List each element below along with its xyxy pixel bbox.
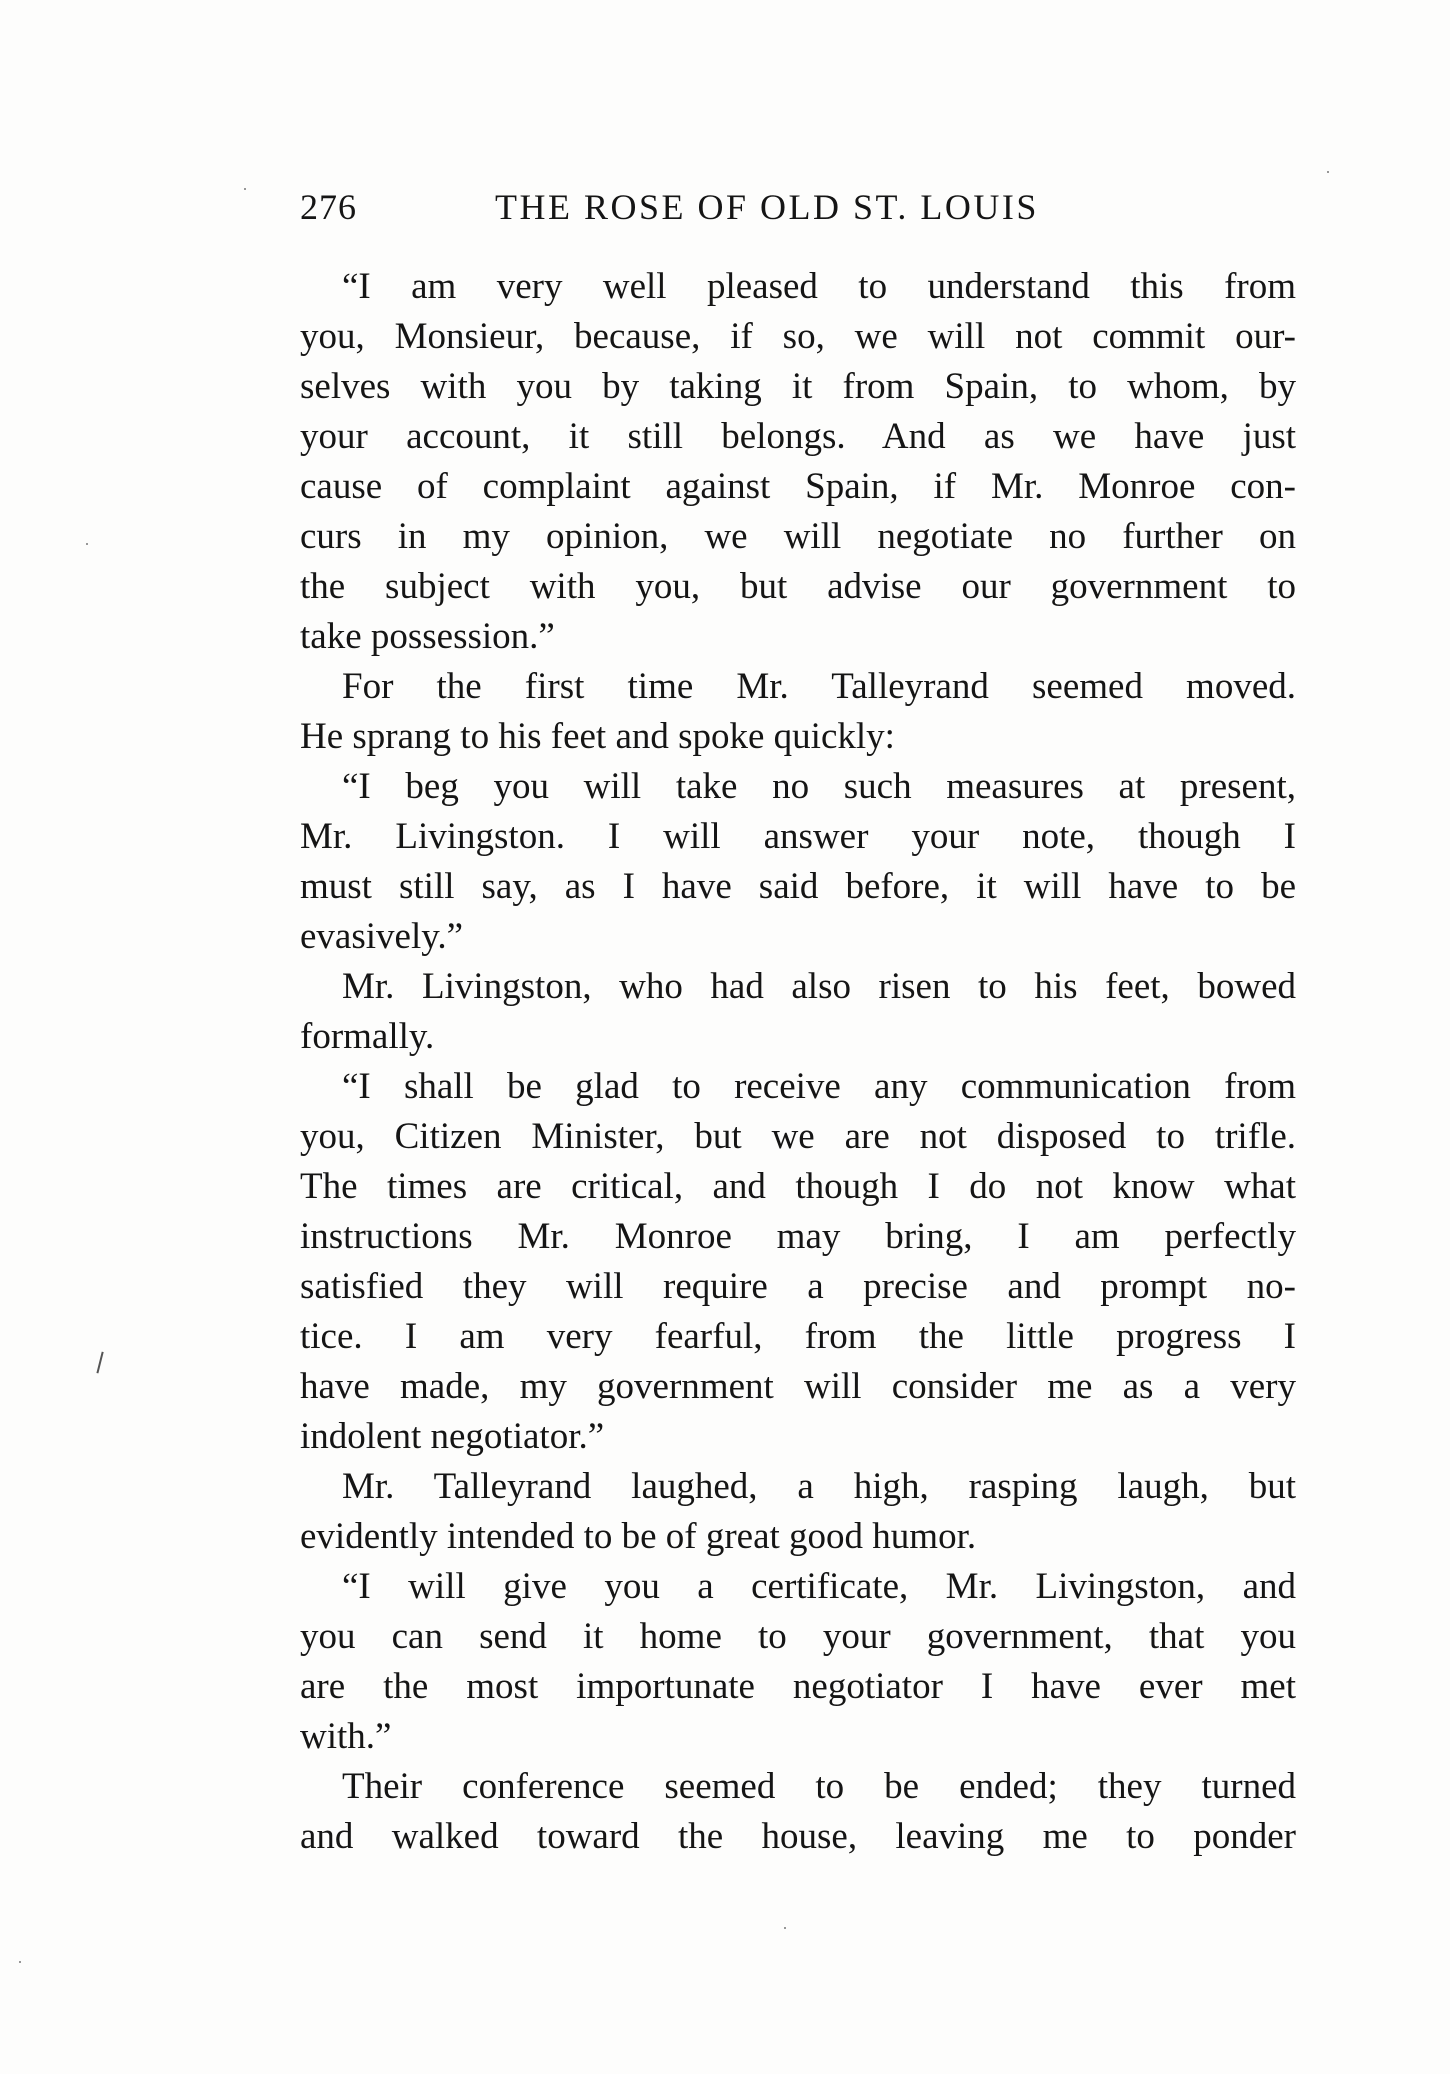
text-line: Their conference seemed to be ended; they turned — [342, 1766, 1296, 1807]
text-line: your account, it still belongs. And as we have just — [300, 416, 1296, 457]
paper-speck — [784, 1927, 786, 1929]
text-line: Mr. Livingston. I will answer your note, though I — [300, 816, 1296, 857]
text-line: formally. — [300, 1016, 435, 1057]
running-head — [300, 186, 1296, 236]
text-line: have made, my government will consider me as a very — [300, 1366, 1296, 1407]
paper-speck — [1327, 171, 1329, 173]
text-line: satisfied they will require a precise and prompt no- — [300, 1266, 1296, 1307]
text-line: Mr. Talleyrand laughed, a high, rasping laugh, but — [342, 1466, 1296, 1507]
text-line: He sprang to his feet and spoke quickly: — [300, 716, 895, 757]
text-line: “I will give you a certificate, Mr. Livingston, and — [342, 1566, 1296, 1607]
page-number: 276 — [300, 187, 357, 227]
text-line: “I am very well pleased to understand this from — [342, 266, 1296, 307]
text-line: Mr. Livingston, who had also risen to his feet, bowed — [342, 966, 1296, 1007]
text-line: instructions Mr. Monroe may bring, I am perfectly — [300, 1216, 1296, 1257]
paper-speck — [244, 188, 246, 190]
text-line: evasively.” — [300, 916, 463, 957]
text-line: are the most importunate negotiator I have ever met — [300, 1666, 1296, 1707]
paper-speck — [19, 1961, 21, 1963]
text-line: tice. I am very fearful, from the little progress I — [300, 1316, 1296, 1357]
text-line: The times are critical, and though I do not know what — [300, 1166, 1296, 1207]
text-line: must still say, as I have said before, it will have to be — [300, 866, 1296, 907]
text-line: you, Monsieur, because, if so, we will not commit our- — [300, 316, 1296, 357]
text-line: evidently intended to be of great good humor. — [300, 1516, 977, 1557]
text-line: and walked toward the house, leaving me to ponder — [300, 1816, 1296, 1857]
text-line: “I shall be glad to receive any communication from — [342, 1066, 1296, 1107]
text-line: selves with you by taking it from Spain, to whom, by — [300, 366, 1296, 407]
text-line: with.” — [300, 1716, 392, 1757]
running-title: THE ROSE OF OLD ST. LOUIS — [495, 187, 1039, 227]
text-line: indolent negotiator.” — [300, 1416, 605, 1457]
paper-speck — [86, 543, 88, 545]
text-line: For the first time Mr. Talleyrand seemed moved. — [342, 666, 1296, 707]
text-line: you, Citizen Minister, but we are not disposed to trifle. — [300, 1116, 1296, 1157]
text-line: curs in my opinion, we will negotiate no further on — [300, 516, 1296, 557]
margin-mark — [96, 1352, 107, 1375]
text-line: cause of complaint against Spain, if Mr. Monroe con- — [300, 466, 1296, 507]
body-text — [300, 262, 1296, 1862]
text-line: “I beg you will take no such measures at present, — [342, 766, 1296, 807]
text-line: take possession.” — [300, 616, 555, 657]
text-line: the subject with you, but advise our government to — [300, 566, 1296, 607]
text-line: you can send it home to your government, that you — [300, 1616, 1296, 1657]
